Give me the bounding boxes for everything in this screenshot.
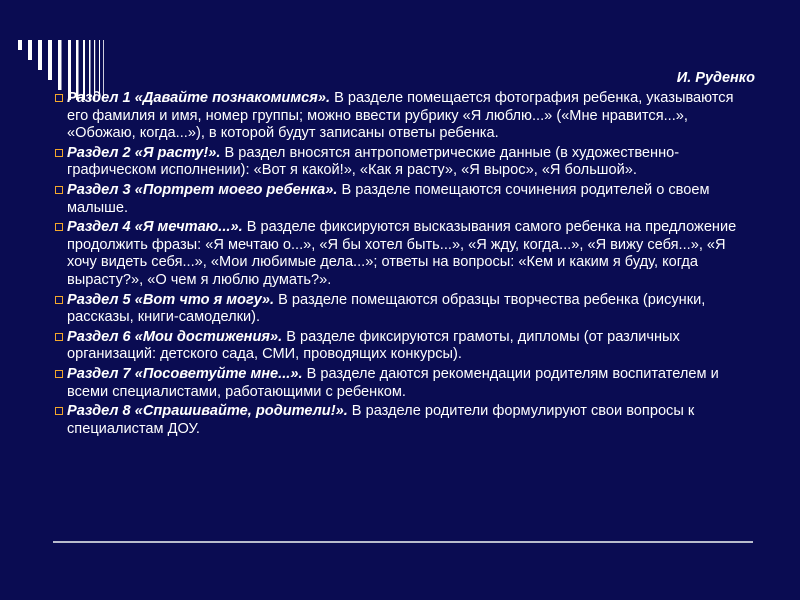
- list-item: [55, 145, 755, 180]
- square-bullet-icon: [55, 94, 63, 102]
- section-heading: Раздел 8 «Спрашивайте, родители!».: [67, 403, 348, 420]
- list-item: [55, 219, 755, 289]
- bottom-divider: [53, 541, 753, 543]
- square-bullet-icon: [55, 186, 63, 194]
- square-bullet-icon: [55, 370, 63, 378]
- section-heading: Раздел 3 «Портрет моего ребенка».: [67, 181, 338, 198]
- square-bullet-icon: [55, 296, 63, 304]
- section-description: В разделе помещается фотография ребенка, указываются его фамилия и имя, номер группы; можно ввести рубрику «Я люблю...» («Мне нравится...», «Обожаю, когда...»), в которой будут записаны ответы ребенка.: [67, 90, 734, 142]
- section-description: В разделе даются рекомендации родителям воспитателем и всеми специалистами, работающими с ребенком.: [67, 365, 719, 400]
- list-item: [55, 329, 755, 364]
- list-item-text: [67, 366, 755, 401]
- list-item-text: [67, 403, 755, 438]
- section-heading: Раздел 6 «Мои достижения».: [67, 328, 283, 345]
- section-list: [55, 90, 755, 440]
- list-item-text: [67, 329, 755, 364]
- section-description: В разделе помещаются сочинения родителей о своем малыше.: [67, 181, 710, 216]
- section-description: В раздел вносятся антропометрические данные (в художественно-графическом исполнении): «Вот я какой!», «Как я расту», «Я вырос», «Я большой».: [67, 144, 680, 179]
- author-name: И. Руденко: [676, 70, 755, 86]
- section-heading: Раздел 7 «Посоветуйте мне...».: [67, 365, 303, 382]
- list-item: [55, 366, 755, 401]
- section-heading: Раздел 1 «Давайте познакомимся».: [67, 90, 331, 106]
- list-item: [55, 182, 755, 217]
- list-item-text: [67, 292, 755, 327]
- section-heading: Раздел 5 «Вот что я могу».: [67, 291, 275, 308]
- section-heading: Раздел 2 «Я расту!».: [67, 144, 221, 161]
- list-item-text: [67, 90, 755, 143]
- list-item: [55, 403, 755, 438]
- section-description: В разделе фиксируются высказывания самого ребенка на предложение продолжить фразы: «Я мечтаю о...», «Я бы хотел быть...», «Я жду, когда...», «Я вижу себя...», «Я хочу видеть себя...», «Мои любимые дела...»; ответы на вопросы: «Кем и каким я буду, когда вырасту?», «О чем я люблю думать?».: [67, 219, 737, 288]
- square-bullet-icon: [55, 223, 63, 231]
- section-description: В разделе фиксируются грамоты, дипломы (от различных организаций: детского сада, СМИ, проводящих конкурсы).: [67, 328, 680, 363]
- section-description: В разделе родители формулируют свои вопросы к специалистам ДОУ.: [67, 403, 695, 437]
- square-bullet-icon: [55, 407, 63, 415]
- square-bullet-icon: [55, 149, 63, 157]
- section-heading: Раздел 4 «Я мечтаю...».: [67, 219, 243, 236]
- square-bullet-icon: [55, 333, 63, 341]
- list-item-text: [67, 182, 755, 217]
- list-item-text: [67, 219, 755, 289]
- list-item: [55, 90, 755, 143]
- section-description: В разделе помещаются образцы творчества ребенка (рисунки, рассказы, книги-самоделки).: [67, 291, 706, 326]
- list-item: [55, 292, 755, 327]
- list-item-text: [67, 145, 755, 180]
